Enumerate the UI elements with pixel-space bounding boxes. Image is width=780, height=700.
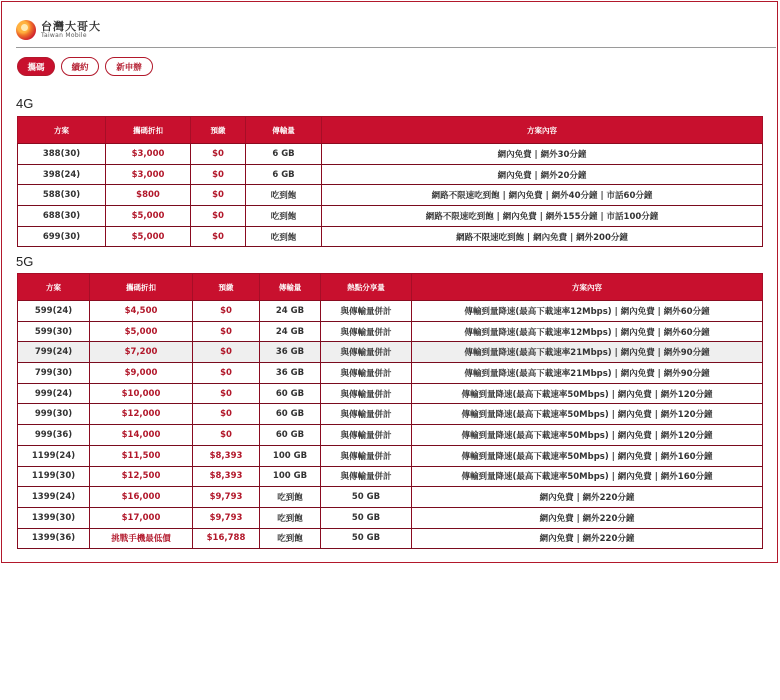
section-title-4g: 4G [16, 96, 34, 111]
discount-cell: 挑戰手機最低價 [90, 528, 193, 549]
column-header: 方案 [18, 117, 106, 144]
table-row [18, 363, 763, 384]
table-cell: $0 [191, 185, 246, 206]
plan-cell: 588(30) [18, 185, 106, 206]
plan-cell: 1199(30) [18, 466, 90, 487]
table-cell: 50 GB [321, 528, 412, 549]
brand-name-cn: 台灣大哥大 [41, 20, 101, 33]
discount-cell: $5,000 [90, 321, 193, 342]
table-cell: 與傳輸量併計 [321, 445, 412, 466]
column-header: 方案內容 [322, 117, 763, 144]
column-header: 方案 [18, 274, 90, 301]
brand-name-en: Taiwan Mobile [41, 32, 87, 39]
plan-cell: 999(30) [18, 404, 90, 425]
table-row [18, 185, 763, 206]
table-cell: 24 GB [260, 301, 321, 322]
column-header: 攜碼折扣 [90, 274, 193, 301]
taiwan-mobile-logo-icon [16, 20, 36, 40]
table-row [18, 528, 763, 549]
table-row [18, 487, 763, 508]
discount-cell: $5,000 [106, 226, 191, 247]
table-cell: 與傳輸量併計 [321, 466, 412, 487]
table-cell: $0 [191, 164, 246, 185]
plan-cell: 1399(30) [18, 507, 90, 528]
table-cell: 吃到飽 [246, 206, 322, 227]
table-cell: $9,793 [193, 487, 260, 508]
plan-cell: 799(24) [18, 342, 90, 363]
table-cell: 吃到飽 [246, 226, 322, 247]
plan-cell: 699(30) [18, 226, 106, 247]
table-row [18, 383, 763, 404]
column-header: 攜碼折扣 [106, 117, 191, 144]
discount-cell: $800 [106, 185, 191, 206]
discount-cell: $3,000 [106, 164, 191, 185]
table-cell: $0 [191, 226, 246, 247]
table-cell: 24 GB [260, 321, 321, 342]
plan-cell: 599(30) [18, 321, 90, 342]
discount-cell: $12,000 [90, 404, 193, 425]
table-cell: 與傳輸量併計 [321, 383, 412, 404]
table-row [18, 445, 763, 466]
table-cell: 網路不限速吃到飽 | 網內免費 | 網外200分鐘 [322, 226, 763, 247]
plan-cell: 999(24) [18, 383, 90, 404]
column-header: 傳輸量 [246, 117, 322, 144]
section-title-5g: 5G [16, 254, 34, 269]
table-cell: $0 [191, 144, 246, 165]
discount-cell: $17,000 [90, 507, 193, 528]
table-row [18, 425, 763, 446]
table-cell: $8,393 [193, 445, 260, 466]
table-cell: 吃到飽 [260, 487, 321, 508]
table-row [18, 206, 763, 227]
discount-cell: $4,500 [90, 301, 193, 322]
table-cell: 與傳輸量併計 [321, 404, 412, 425]
table-cell: $0 [193, 321, 260, 342]
table-cell: 傳輸到量降速(最高下載速率50Mbps) | 網內免費 | 網外120分鐘 [412, 425, 763, 446]
discount-cell: $3,000 [106, 144, 191, 165]
table-cell: 50 GB [321, 507, 412, 528]
table-cell: $0 [193, 425, 260, 446]
table-cell: 傳輸到量降速(最高下載速率12Mbps) | 網內免費 | 網外60分鐘 [412, 301, 763, 322]
table-cell: 36 GB [260, 342, 321, 363]
table-cell: 吃到飽 [260, 507, 321, 528]
table-cell: $0 [193, 301, 260, 322]
table-row [18, 321, 763, 342]
table-cell: $0 [191, 206, 246, 227]
table-cell: 網路不限速吃到飽 | 網內免費 | 網外155分鐘 | 市話100分鐘 [322, 206, 763, 227]
discount-cell: $5,000 [106, 206, 191, 227]
table-cell: 網路不限速吃到飽 | 網內免費 | 網外40分鐘 | 市話60分鐘 [322, 185, 763, 206]
table-cell: 吃到飽 [260, 528, 321, 549]
table-cell: 網內免費 | 網外30分鐘 [322, 144, 763, 165]
discount-cell: $14,000 [90, 425, 193, 446]
column-header: 傳輸量 [260, 274, 321, 301]
table-cell: 網內免費 | 網外220分鐘 [412, 507, 763, 528]
plan-cell: 398(24) [18, 164, 106, 185]
discount-cell: $11,500 [90, 445, 193, 466]
table-row [18, 144, 763, 165]
table-cell: $0 [193, 363, 260, 384]
column-header: 預繳 [191, 117, 246, 144]
discount-cell: $12,500 [90, 466, 193, 487]
plan-cell: 1399(36) [18, 528, 90, 549]
table-cell: 傳輸到量降速(最高下載速率50Mbps) | 網內免費 | 網外120分鐘 [412, 404, 763, 425]
table-row [18, 226, 763, 247]
table-row [18, 301, 763, 322]
discount-cell: $10,000 [90, 383, 193, 404]
table-cell: 傳輸到量降速(最高下載速率50Mbps) | 網內免費 | 網外160分鐘 [412, 466, 763, 487]
table-cell: 傳輸到量降速(最高下載速率21Mbps) | 網內免費 | 網外90分鐘 [412, 342, 763, 363]
discount-cell: $16,000 [90, 487, 193, 508]
plan-table-4g [17, 116, 763, 247]
discount-cell: $7,200 [90, 342, 193, 363]
table-cell: $8,393 [193, 466, 260, 487]
table-cell: 60 GB [260, 383, 321, 404]
table-row [18, 342, 763, 363]
header [16, 14, 776, 48]
table-cell: 網內免費 | 網外220分鐘 [412, 487, 763, 508]
table-row [18, 164, 763, 185]
plan-cell: 1399(24) [18, 487, 90, 508]
table-cell: $16,788 [193, 528, 260, 549]
table-cell: $0 [193, 404, 260, 425]
table-cell: 傳輸到量降速(最高下載速率12Mbps) | 網內免費 | 網外60分鐘 [412, 321, 763, 342]
table-header-row [18, 117, 763, 144]
table-cell: 100 GB [260, 445, 321, 466]
table-cell: 與傳輸量併計 [321, 342, 412, 363]
table-cell: 網內免費 | 網外220分鐘 [412, 528, 763, 549]
table-row [18, 404, 763, 425]
table-cell: 6 GB [246, 144, 322, 165]
table-cell: 6 GB [246, 164, 322, 185]
table-cell: $0 [193, 383, 260, 404]
plan-cell: 688(30) [18, 206, 106, 227]
column-header: 預繳 [193, 274, 260, 301]
table-cell: $0 [193, 342, 260, 363]
table-header-row [18, 274, 763, 301]
table-cell: 吃到飽 [246, 185, 322, 206]
table-row [18, 507, 763, 528]
table-cell: 36 GB [260, 363, 321, 384]
table-cell: 傳輸到量降速(最高下載速率21Mbps) | 網內免費 | 網外90分鐘 [412, 363, 763, 384]
plan-cell: 999(36) [18, 425, 90, 446]
table-cell: 網內免費 | 網外20分鐘 [322, 164, 763, 185]
discount-cell: $9,000 [90, 363, 193, 384]
plan-table-5g [17, 273, 763, 549]
table-cell: 與傳輸量併計 [321, 425, 412, 446]
tab-new-application[interactable]: 新申辦 [105, 57, 153, 76]
table-cell: 100 GB [260, 466, 321, 487]
table-cell: $9,793 [193, 507, 260, 528]
brand-logo[interactable] [16, 20, 101, 40]
column-header: 方案內容 [412, 274, 763, 301]
plan-type-tabs [17, 57, 153, 76]
table-cell: 傳輸到量降速(最高下載速率50Mbps) | 網內免費 | 網外120分鐘 [412, 383, 763, 404]
table-cell: 60 GB [260, 425, 321, 446]
table-cell: 50 GB [321, 487, 412, 508]
table-row [18, 466, 763, 487]
table-cell: 60 GB [260, 404, 321, 425]
table-cell: 與傳輸量併計 [321, 321, 412, 342]
table-cell: 與傳輸量併計 [321, 301, 412, 322]
table-cell: 與傳輸量併計 [321, 363, 412, 384]
plan-cell: 1199(24) [18, 445, 90, 466]
tab-renewal[interactable]: 續約 [61, 57, 99, 76]
column-header: 熱點分享量 [321, 274, 412, 301]
plan-cell: 599(24) [18, 301, 90, 322]
table-cell: 傳輸到量降速(最高下載速率50Mbps) | 網內免費 | 網外160分鐘 [412, 445, 763, 466]
tab-port-in[interactable]: 攜碼 [17, 57, 55, 76]
plan-cell: 799(30) [18, 363, 90, 384]
plan-cell: 388(30) [18, 144, 106, 165]
